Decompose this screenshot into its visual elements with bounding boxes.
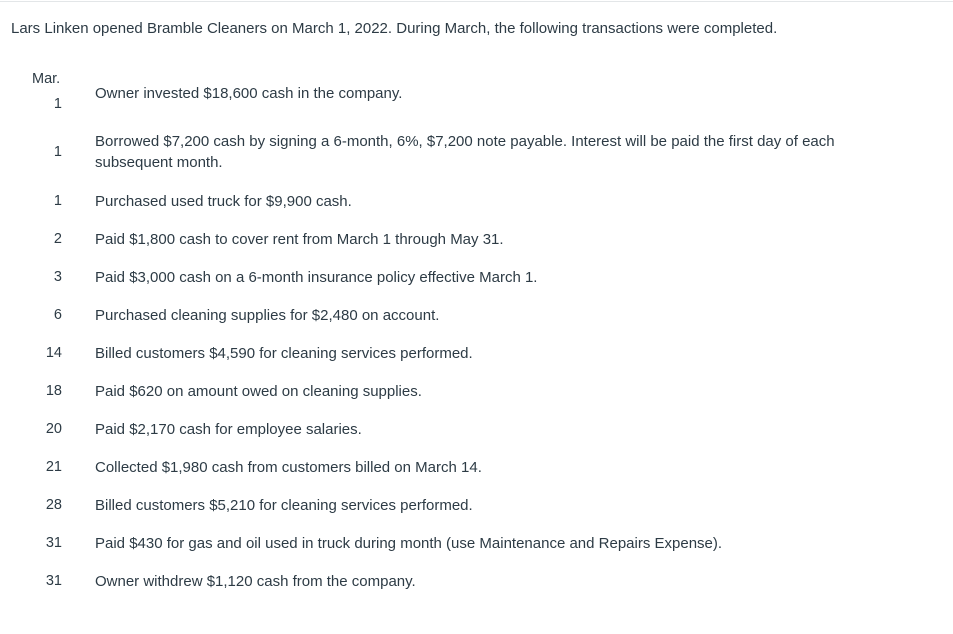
transaction-day: 21 — [45, 459, 62, 475]
transaction-day: 28 — [45, 497, 62, 513]
transaction-description: Paid $3,000 cash on a 6-month insurance policy effective March 1. — [95, 269, 538, 286]
transaction-description: Collected $1,980 cash from customers billed on March 14. — [95, 459, 482, 476]
transaction-description: Purchased used truck for $9,900 cash. — [95, 193, 352, 210]
transaction-description: Purchased cleaning supplies for $2,480 on account. — [95, 307, 440, 324]
transaction-description: Billed customers $5,210 for cleaning services performed. — [95, 497, 473, 514]
month-label: Mar. — [32, 71, 61, 87]
transaction-day: 1 — [53, 193, 62, 209]
transaction-day: 31 — [45, 573, 62, 589]
transaction-description: Owner invested $18,600 cash in the company. — [95, 85, 403, 102]
transaction-day: 14 — [45, 345, 62, 361]
transaction-description: Borrowed $7,200 cash by signing a 6-month, 6%, $7,200 note payable. Interest will be paid the first day of each subsequent month. — [95, 133, 835, 171]
transaction-description: Paid $1,800 cash to cover rent from March 1 through May 31. — [95, 231, 504, 248]
transaction-day: 20 — [45, 421, 62, 437]
transaction-description: Owner withdrew $1,120 cash from the company. — [95, 573, 416, 590]
transaction-day: 18 — [45, 383, 62, 399]
problem-intro: Lars Linken opened Bramble Cleaners on March 1, 2022. During March, the following transactions were completed. — [11, 20, 778, 37]
top-divider — [0, 1, 953, 2]
transaction-day: 6 — [53, 307, 62, 323]
transaction-description: Paid $2,170 cash for employee salaries. — [95, 421, 362, 438]
transaction-description: Billed customers $4,590 for cleaning services performed. — [95, 345, 473, 362]
transaction-description: Paid $430 for gas and oil used in truck during month (use Maintenance and Repairs Expense). — [95, 535, 723, 552]
transaction-day: 1 — [53, 96, 62, 112]
transaction-day: 3 — [53, 269, 62, 285]
transaction-day: 2 — [53, 231, 62, 247]
transaction-description: Paid $620 on amount owed on cleaning supplies. — [95, 383, 422, 400]
transaction-day: 31 — [45, 535, 62, 551]
transaction-day: 1 — [53, 144, 62, 160]
